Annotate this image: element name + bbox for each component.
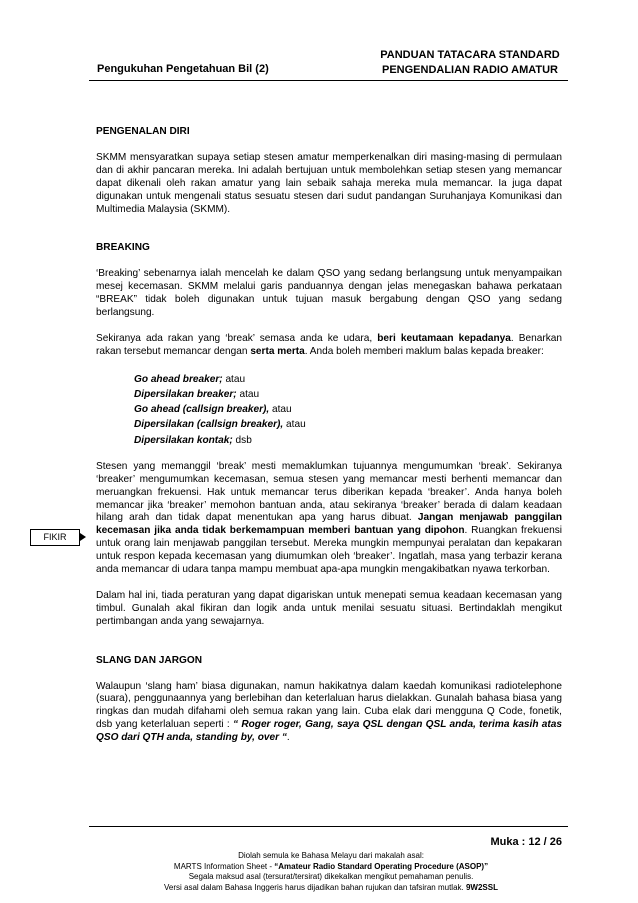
page-content <box>96 126 562 745</box>
list-phrase: Go ahead (callsign breaker), <box>134 404 270 416</box>
list-item <box>134 372 562 387</box>
list-item <box>134 433 562 448</box>
emphasis-text: Jangan menjawab panggilan kecemasan jika anda tidak berkemampuan memberi bantuan yang dipohon <box>96 512 562 537</box>
emphasis-text: serta merta <box>250 345 305 357</box>
document-title <box>320 48 620 78</box>
paragraph-breaking-1: ‘Breaking’ sebenarnya ialah mencelah ke dalam QSO yang sedang berlangsung untuk menyampaikan mesej kecemasan. SKMM melalui garis panduannya dengan jelas menegaskan bahawa perkataan “BREAK” tidak boleh digunakan untuk tujuan masuk bergabung dengan QSO yang sedang berlangsung. <box>96 268 562 319</box>
list-item <box>134 417 562 432</box>
text-span: . Ruangkan frekuensi untuk orang lain menjawab panggilan tersebut. Mereka mungkin mempunyai peralatan dan kepakaran untuk respon kepada kecemasan yang diumumkan oleh ‘breaker’. Ingatlah, masa yang terbazir kerana anda memancar di udara tanpa mampu membuat apa-apa mungkin mengakibatkan nyawa terkorban. <box>96 525 563 576</box>
arrow-right-icon <box>80 533 86 541</box>
page-number: Muka : 12 / 26 <box>490 836 562 848</box>
heading-pengenalan: PENGENALAN DIRI <box>96 126 190 137</box>
footer-line <box>96 862 566 873</box>
paragraph-slang <box>96 681 562 746</box>
list-phrase: Go ahead breaker; <box>134 373 223 385</box>
emphasis-text: “Amateur Radio Standard Operating Procedure (ASOP)” <box>274 861 489 871</box>
margin-note-fikir: FIKIR <box>30 529 80 546</box>
text-span: Sekiranya ada rakan yang ‘break’ semasa anda ke udara, <box>96 332 378 344</box>
paragraph-breaking-3 <box>96 461 562 577</box>
list-suffix: atau <box>269 404 292 416</box>
text-span: MARTS Information Sheet - <box>173 861 275 871</box>
footer-line: Diolah semula ke Bahasa Melayu dari makalah asal: <box>238 851 424 860</box>
list-suffix: atau <box>236 388 260 400</box>
text-span: Walaupun ‘slang ham’ biasa digunakan, namun hakikatnya dalam kaedah komunikasi radiotelephone (suara), penggunaannya yang berlebihan dan keterlaluan harus dielakkan. Gunalah bahasa biasa yang ringkas dan mudah difahami oleh semua rakan yang lain. Cuba elak dari mengguna Q Code, fonetik, dsb yang keterlaluan seperti : <box>96 680 562 731</box>
text-span: . Benarkan rakan tersebut memancar dengan <box>96 332 562 357</box>
list-item <box>134 402 562 417</box>
emphasis-text: beri keutamaan kepadanya <box>377 332 511 344</box>
document-title-line1: PANDUAN TATACARA STANDARD <box>380 49 560 61</box>
list-suffix: dsb <box>232 434 252 446</box>
text-span: Stesen yang memanggil ‘break’ mesti memaklumkan tujuannya mengumumkan ‘break’. Sekiranya ‘breaker’ mengumumkan kecemasan, semua stesen yang memancar mesti berhenti memancar dan meruangkan frekuensi. Hak untuk memancar terus diberikan kepada ‘breaker’. Anda hanya boleh memancar jika ‘breaker’ memohon bantuan anda, atau sekiranya ‘breaker’ berada di dalam keadaan hilang arah dan tidak dapat menentukan apa yang harus dibuat. <box>96 460 562 524</box>
list-phrase: Dipersilakan kontak; <box>134 434 233 446</box>
header-section-label: Pengukuhan Pengetahuan Bil (2) <box>97 63 269 75</box>
list-item <box>134 387 562 402</box>
text-span: . <box>286 732 290 744</box>
quoted-example: “ Roger roger, Gang, saya QSL dengan QSL anda, terima kasih atas QSO dari QTH anda, standing by, over “ <box>96 719 562 744</box>
list-phrase: Dipersilakan (callsign breaker), <box>134 419 284 431</box>
text-span: Versi asal dalam Bahasa Inggeris harus dijadikan bahan rujukan dan tafsiran mutlak. <box>164 883 466 893</box>
heading-slang: SLANG DAN JARGON <box>96 654 202 666</box>
text-span: . Anda boleh memberi maklum balas kepada breaker: <box>304 345 544 357</box>
footer-credits <box>96 851 566 894</box>
heading-breaking: BREAKING <box>96 242 150 254</box>
footer-line: Segala maksud asal (tersurat/tersirat) dikekalkan mengikut pemahaman penulis. <box>188 872 474 882</box>
paragraph-breaking-2 <box>96 333 562 359</box>
breaker-response-list <box>134 372 562 448</box>
footer-line <box>96 883 566 894</box>
author-callsign: 9W2SSL <box>465 883 498 893</box>
paragraph-pengenalan: SKMM mensyaratkan supaya setiap stesen amatur memperkenalkan diri masing-masing di permulaan dan di akhir pancaran mereka. Ini adalah bertujuan untuk membolehkan setiap stesen yang memancar dapat dikenali oleh rakan amatur yang lain sebaik sahaja mereka mula memancar. Ia juga dapat digunakan untuk mengenali status sesuatu stesen dari sudut pandangan Suruhanjaya Komunikasi dan Multimedia Malaysia (SKMM). <box>96 151 562 215</box>
document-title-line2: PENGENDALIAN RADIO AMATUR <box>382 64 558 76</box>
footer-divider <box>89 826 568 827</box>
header-divider <box>89 80 568 81</box>
list-suffix: atau <box>222 373 246 385</box>
list-suffix: atau <box>283 419 306 431</box>
paragraph-breaking-4: Dalam hal ini, tiada peraturan yang dapat digariskan untuk menepati semua keadaan kecemasan yang timbul. Gunalah akal fikiran dan logik anda untuk menilai sesuatu situasi. Bertindaklah mengikut pertimbangan anda yang sewajarnya. <box>96 589 562 627</box>
list-phrase: Dipersilakan breaker; <box>134 388 237 400</box>
